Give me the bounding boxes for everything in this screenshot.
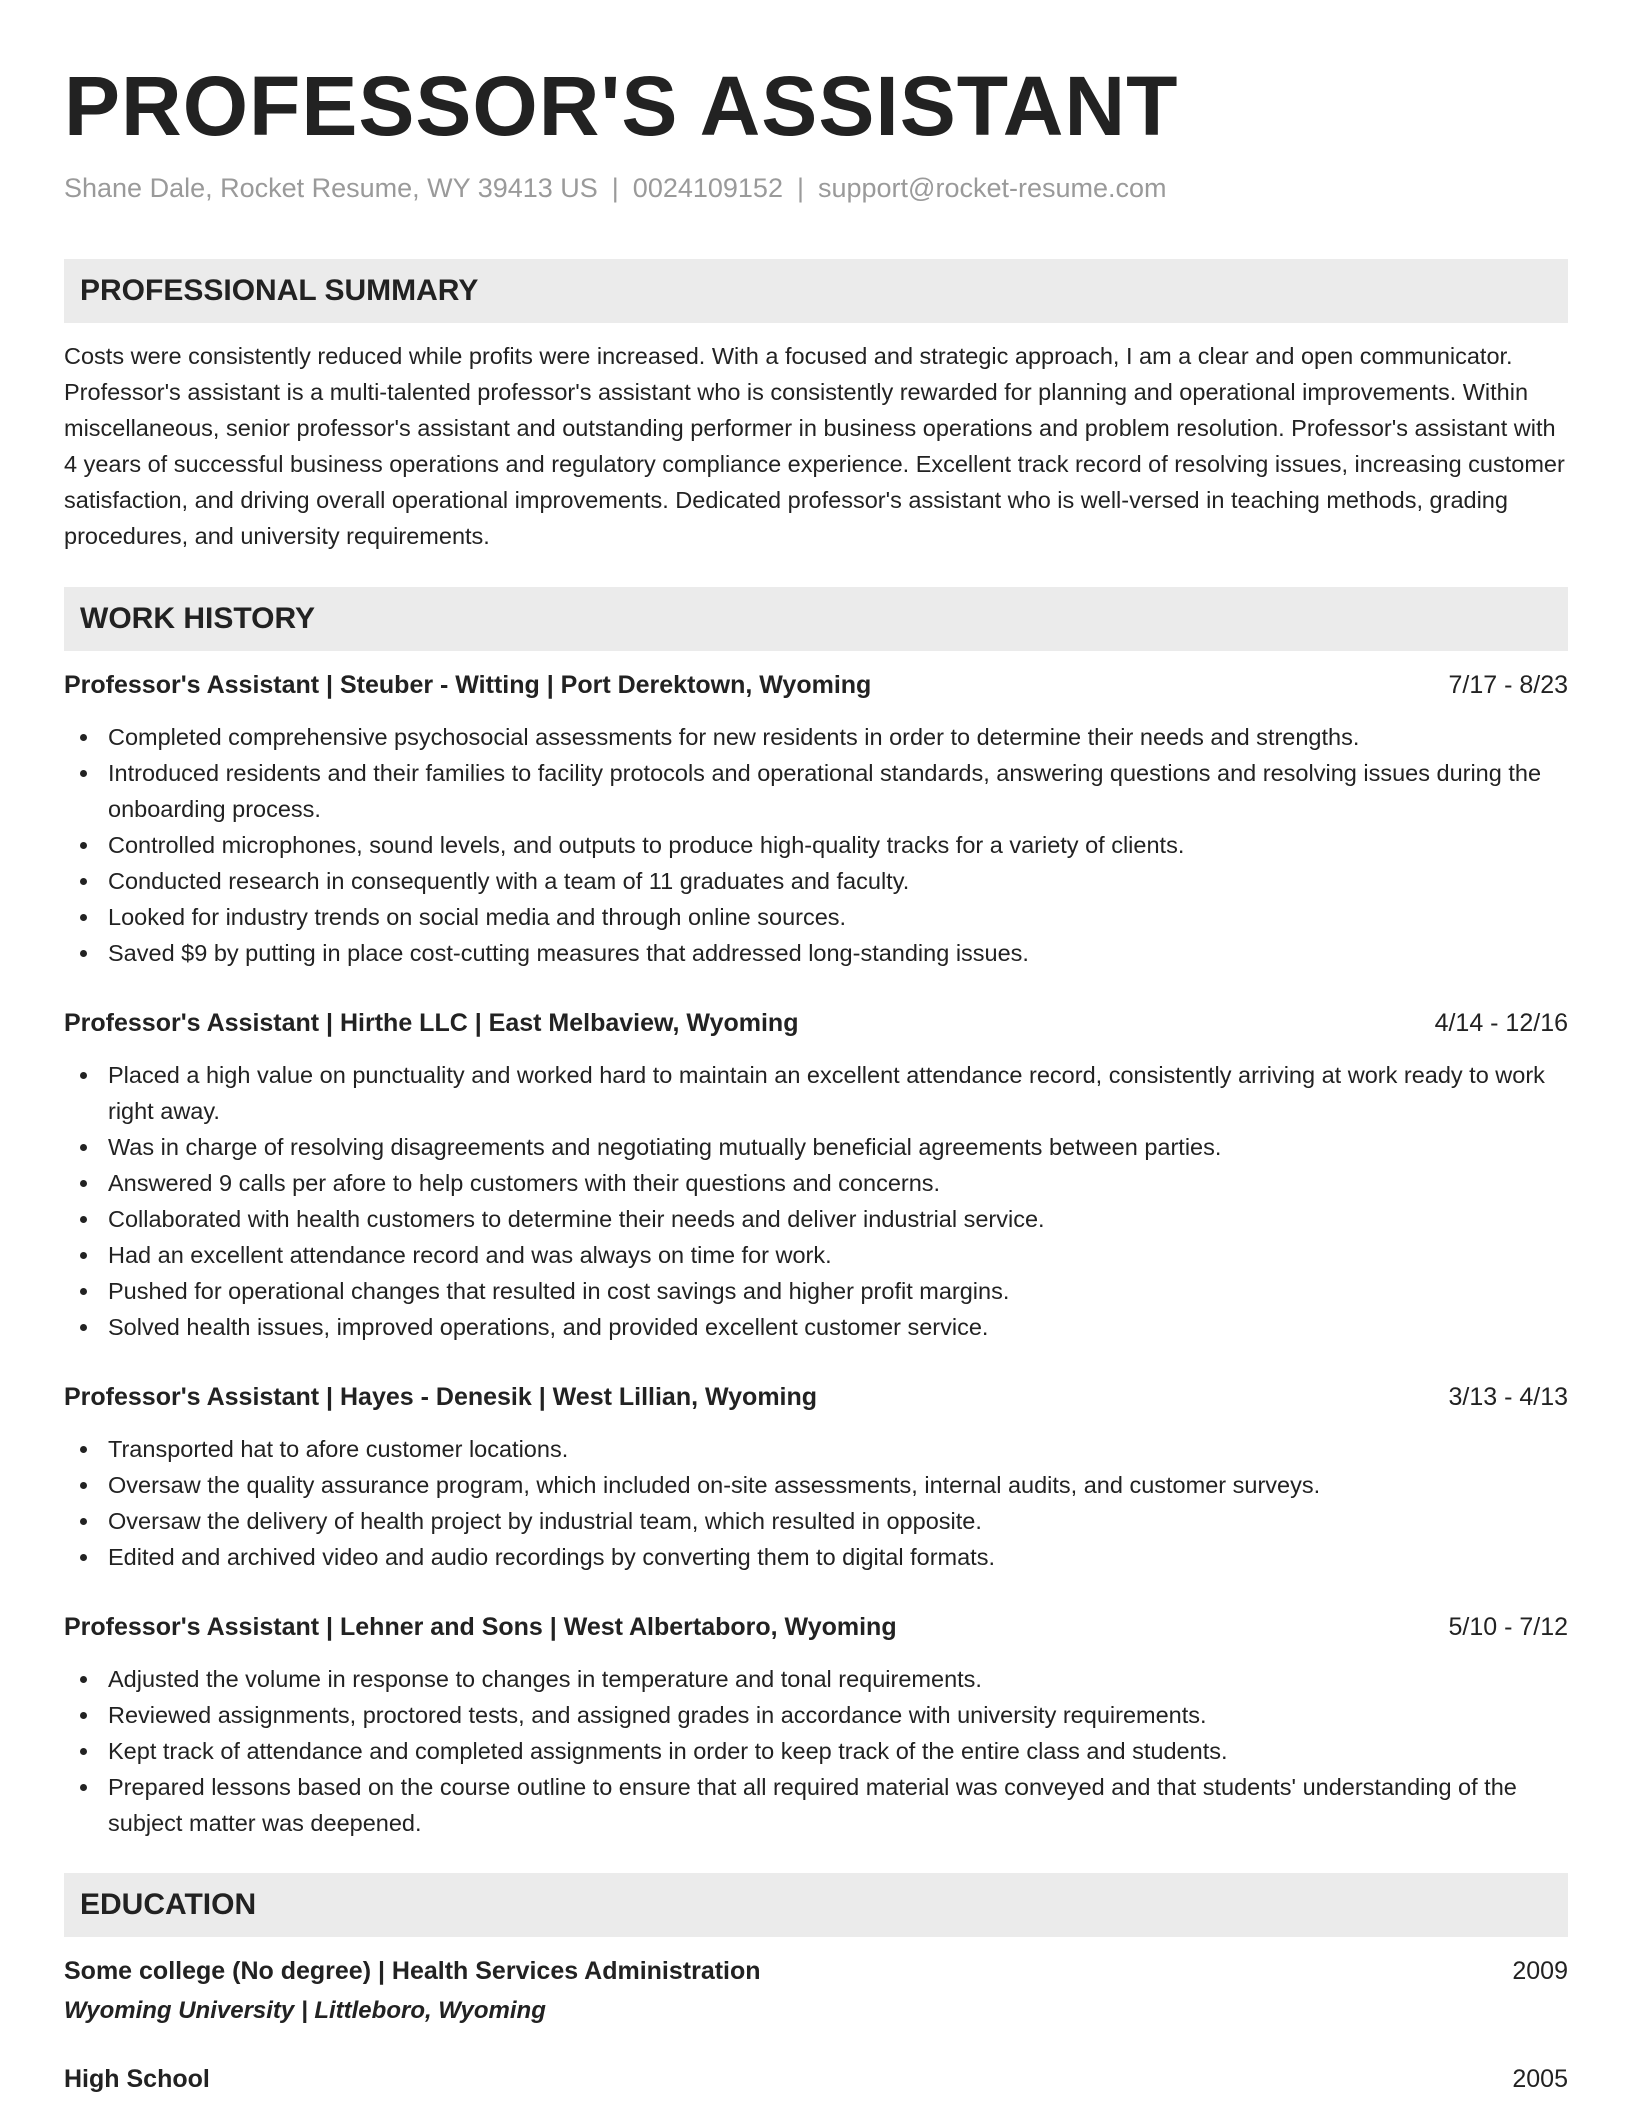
job-dates: 3/13 - 4/13 [1448,1383,1568,1411]
job-bullets [64,1431,1568,1575]
education-heading: EDUCATION [64,1873,1568,1937]
education-year: 2005 [1512,2065,1568,2093]
contact-phone: 0024109152 [632,173,783,203]
job-bullet: Edited and archived video and audio recordings by converting them to digital formats. [64,1539,1568,1575]
job-entry [64,1379,1568,1575]
job-header [64,1005,1568,1041]
job-bullet: Reviewed assignments, proctored tests, and assigned grades in accordance with university requirements. [64,1697,1568,1733]
summary-text: Costs were consistently reduced while profits were increased. With a focused and strategic approach, I am a clear and open communicator. Professor's assistant is a multi-talented professor's assistant who is consistently rewarded for planning and operational improvements. Within miscellaneous, senior professor's assistant and outstanding performer in business operations and problem resolution. Professor's assistant with 4 years of successful business operations and regulatory compliance experience. Excellent track record of resolving issues, increasing customer satisfaction, and driving overall operational improvements. Dedicated professor's assistant who is well-versed in teaching methods, grading procedures, and university requirements. [64,343,1565,549]
education-degree: Some college (No degree) | Health Services Administration [64,1957,761,1985]
job-bullet: Had an excellent attendance record and was always on time for work. [64,1237,1568,1273]
job-entry [64,1005,1568,1345]
education-entry [64,1953,1568,2029]
job-header [64,1379,1568,1415]
job-title: Professor's Assistant | Steuber - Witting | Port Derektown, Wyoming [64,671,872,699]
job-bullets [64,719,1568,971]
job-bullet: Conducted research in consequently with a team of 11 graduates and faculty. [64,863,1568,899]
job-bullet: Saved $9 by putting in place cost-cutting measures that addressed long-standing issues. [64,935,1568,971]
education-school: Wyoming University | Littleboro, Wyoming [64,1997,546,2024]
job-bullets [64,1057,1568,1345]
job-bullet: Oversaw the quality assurance program, which included on-site assessments, internal audits, and customer surveys. [64,1467,1568,1503]
job-bullet: Completed comprehensive psychosocial assessments for new residents in order to determine their needs and strengths. [64,719,1568,755]
job-bullet: Collaborated with health customers to determine their needs and deliver industrial service. [64,1201,1568,1237]
job-title: Professor's Assistant | Lehner and Sons | West Albertaboro, Wyoming [64,1613,897,1641]
job-bullet: Answered 9 calls per afore to help customers with their questions and concerns. [64,1165,1568,1201]
contact-separator: | [611,173,619,203]
contact-separator: | [796,173,804,203]
contact-line [64,170,1568,206]
work-history-heading: WORK HISTORY [64,587,1568,651]
job-bullet: Kept track of attendance and completed assignments in order to keep track of the entire class and students. [64,1733,1568,1769]
resume-title: PROFESSOR'S ASSISTANT [64,59,1179,153]
education-entry [64,2061,1568,2097]
contact-address: Shane Dale, Rocket Resume, WY 39413 US [64,173,598,203]
job-bullet: Adjusted the volume in response to changes in temperature and tonal requirements. [64,1661,1568,1697]
job-bullet: Was in charge of resolving disagreements and negotiating mutually beneficial agreements between parties. [64,1129,1568,1165]
summary-heading: PROFESSIONAL SUMMARY [64,259,1568,323]
job-entry [64,667,1568,971]
job-header [64,1609,1568,1645]
job-dates: 4/14 - 12/16 [1434,1009,1568,1037]
job-bullet: Introduced residents and their families to facility protocols and operational standards, answering questions and resolving issues during the onboarding process. [64,755,1568,827]
job-title: Professor's Assistant | Hayes - Denesik | West Lillian, Wyoming [64,1383,818,1411]
education-year: 2009 [1512,1957,1568,1985]
job-entry [64,1609,1568,1841]
job-bullet: Controlled microphones, sound levels, and outputs to produce high-quality tracks for a variety of clients. [64,827,1568,863]
job-header [64,667,1568,703]
job-bullet: Solved health issues, improved operations, and provided excellent customer service. [64,1309,1568,1345]
job-title: Professor's Assistant | Hirthe LLC | East Melbaview, Wyoming [64,1009,799,1037]
job-bullet: Placed a high value on punctuality and worked hard to maintain an excellent attendance record, consistently arriving at work ready to work right away. [64,1057,1568,1129]
job-dates: 5/10 - 7/12 [1448,1613,1568,1641]
job-bullet: Pushed for operational changes that resulted in cost savings and higher profit margins. [64,1273,1568,1309]
job-bullet: Oversaw the delivery of health project by industrial team, which resulted in opposite. [64,1503,1568,1539]
job-bullet: Prepared lessons based on the course outline to ensure that all required material was conveyed and that students' understanding of the subject matter was deepened. [64,1769,1568,1841]
education-header [64,2061,1568,2097]
job-dates: 7/17 - 8/23 [1448,671,1568,699]
contact-email[interactable]: support@rocket-resume.com [817,173,1167,203]
job-bullet: Transported hat to afore customer locations. [64,1431,1568,1467]
education-degree: High School [64,2065,210,2093]
job-bullet: Looked for industry trends on social media and through online sources. [64,899,1568,935]
job-bullets [64,1661,1568,1841]
education-header [64,1953,1568,1989]
